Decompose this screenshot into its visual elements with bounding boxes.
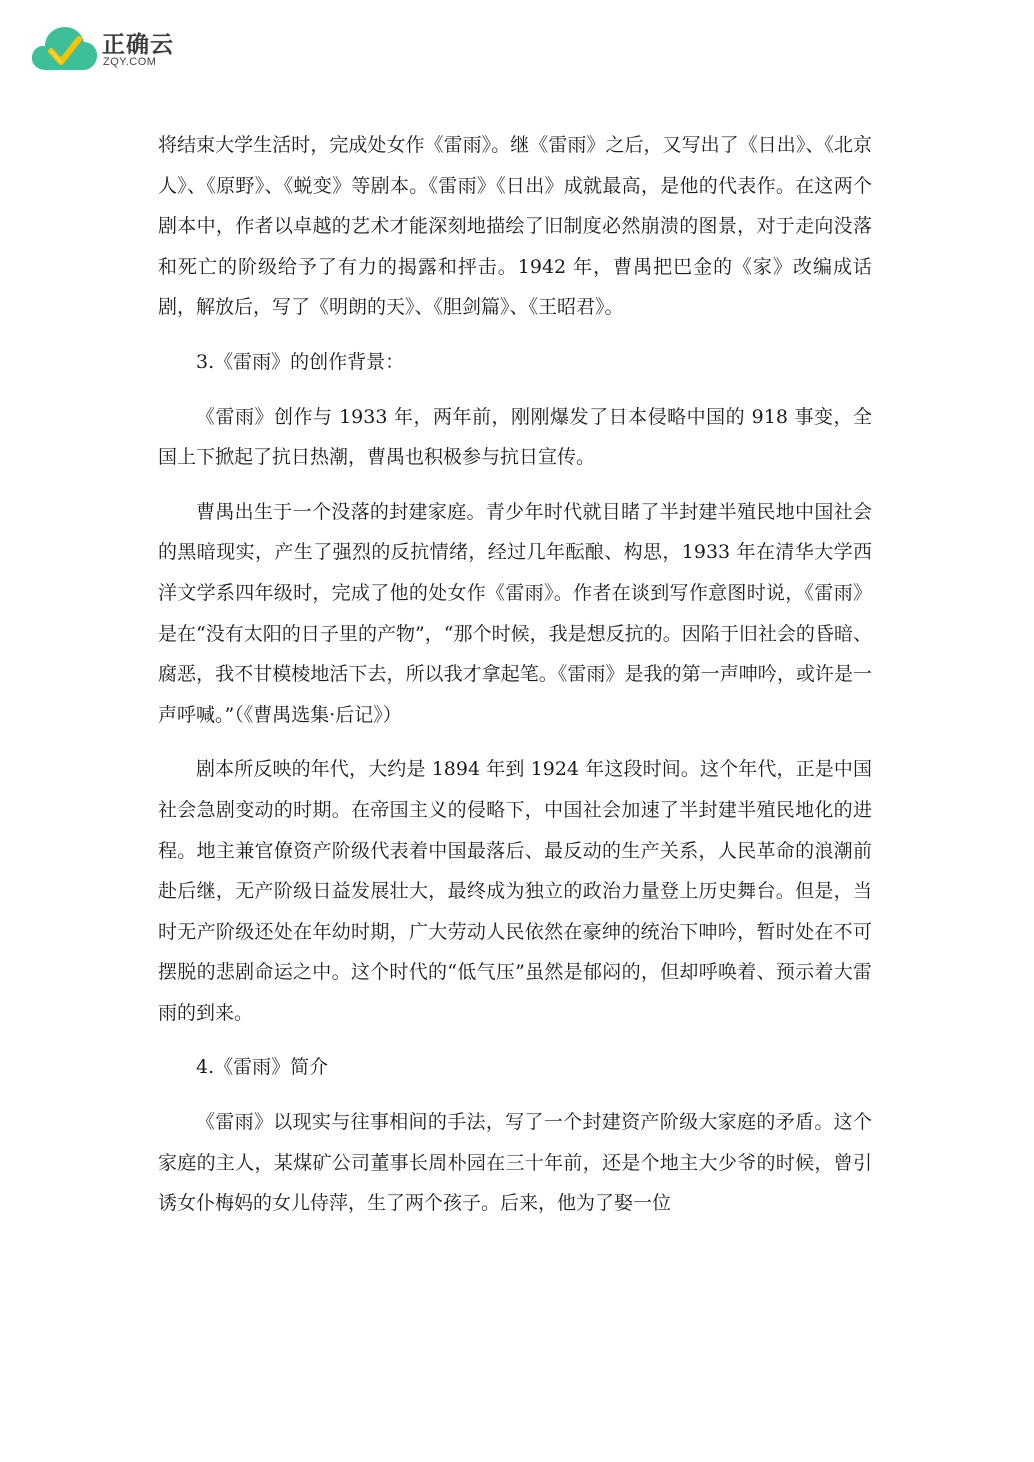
paragraph: 《雷雨》以现实与往事相间的手法，写了一个封建资产阶级大家庭的矛盾。这个家庭的主人，某煤矿公司董事长周朴园在三十年前，还是个地主大少爷的时候，曾引诱女仆梅妈的女儿侍萍，生了两个孩子。后来，他为了娶一位 bbox=[158, 1111, 872, 1215]
paragraph: 曹禺出生于一个没落的封建家庭。青少年时代就目睹了半封建半殖民地中国社会的黑暗现实，产生了强烈的反抗情绪，经过几年酝酿、构思，1933 年在清华大学西洋文学系四年级时，完成了他的处女作《雷雨》。作者在谈到写作意图时说，《雷雨》是在“没有太阳的日子里的产物”，“那个时候，我是想反抗的。因陷于旧社会的昏暗、腐恶，我不甘模棱地活下去，所以我才拿起笔。《雷雨》是我的第一声呻吟，或许是一声呼喊。”（《曹禺选集·后记》） bbox=[158, 500, 872, 726]
section-heading-4: 4.《雷雨》简介 bbox=[196, 1056, 329, 1079]
paragraph-continued: 将结束大学生活时，完成处女作《雷雨》。继《雷雨》之后，又写出了《日出》、《北京人》、《原野》、《蜕变》等剧本。《雷雨》《日出》成就最高，是他的代表作。在这两个剧本中，作者以卓越的艺术才能深刻地描绘了旧制度必然崩溃的图景，对于走向没落和死亡的阶级给予了有力的揭露和抨击。1942 年，曹禺把巴金的《家》改编成话剧，解放后，写了《明朗的天》、《胆剑篇》、《王昭君》。 bbox=[158, 134, 872, 319]
section-heading-3: 3.《雷雨》的创作背景： bbox=[196, 350, 405, 373]
document-body bbox=[158, 125, 872, 1224]
logo-text-en: ZQY.COM bbox=[103, 56, 157, 68]
zqy-logo bbox=[30, 20, 180, 76]
logo-text-cn: 正确云 bbox=[102, 32, 174, 58]
cloud-check-icon bbox=[30, 20, 100, 74]
paragraph: 《雷雨》创作与 1933 年，两年前，刚刚爆发了日本侵略中国的 918 事变，全国上下掀起了抗日热潮，曹禺也积极参与抗日宣传。 bbox=[158, 405, 872, 469]
paragraph: 剧本所反映的年代，大约是 1894 年到 1924 年这段时间。这个年代，正是中国社会急剧变动的时期。在帝国主义的侵略下，中国社会加速了半封建半殖民地化的进程。地主兼官僚资产阶级代表着中国最落后、最反动的生产关系，人民革命的浪潮前赴后继，无产阶级日益发展壮大，最终成为独立的政治力量登上历史舞台。但是，当时无产阶级还处在年幼时期，广大劳动人民依然在豪绅的统治下呻吟，暂时处在不可摆脱的悲剧命运之中。这个时代的“低气压”虽然是郁闷的，但却呼唤着、预示着大雷雨的到来。 bbox=[158, 758, 872, 1024]
